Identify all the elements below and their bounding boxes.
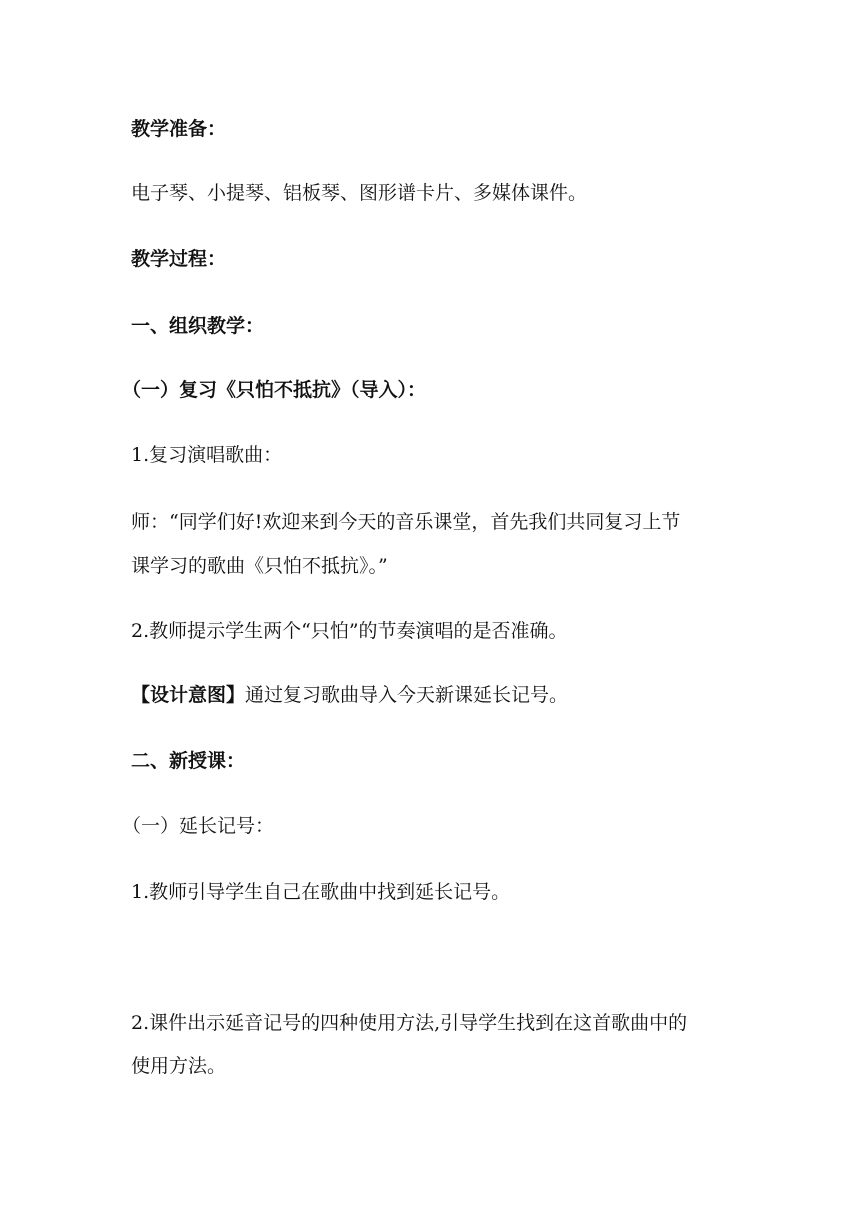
section1-sub1-heading: （一）复习《只怕不抵抗》（导入）：: [122, 379, 427, 401]
prep-items: 电子琴、小提琴、铝板琴、图形谱卡片、多媒体课件。: [131, 182, 588, 204]
process-heading: 教学过程：: [131, 248, 227, 270]
design-intent: [131, 683, 568, 707]
teacher-quote-line2: 课学习的歌曲《只怕不抵抗》。”: [131, 555, 388, 577]
section1-heading: 一、组织教学：: [131, 315, 265, 337]
section2-sub1-heading: （一）延长记号：: [122, 815, 275, 837]
prep-heading: 教学准备：: [131, 118, 227, 140]
step1-text: 1.复习演唱歌曲：: [131, 444, 283, 466]
design-intent-label: 【设计意图】: [131, 684, 246, 706]
section2-heading: 二、新授课：: [131, 750, 246, 772]
step2-text: 2.教师提示学生两个“只怕”的节奏演唱的是否准确。: [131, 620, 568, 642]
design-intent-text: 通过复习歌曲导入今天新课延长记号。: [245, 684, 569, 706]
section2-step2-line1: 2.课件出示延音记号的四种使用方法,引导学生找到在这首歌曲中的: [131, 1012, 688, 1034]
section2-step2-line2: 使用方法。: [131, 1055, 227, 1077]
section2-step1: 1.教师引导学生自己在歌曲中找到延长记号。: [131, 881, 511, 903]
teacher-quote-line1: 师：“同学们好!欢迎来到今天的音乐课堂，首先我们共同复习上节: [131, 511, 681, 533]
